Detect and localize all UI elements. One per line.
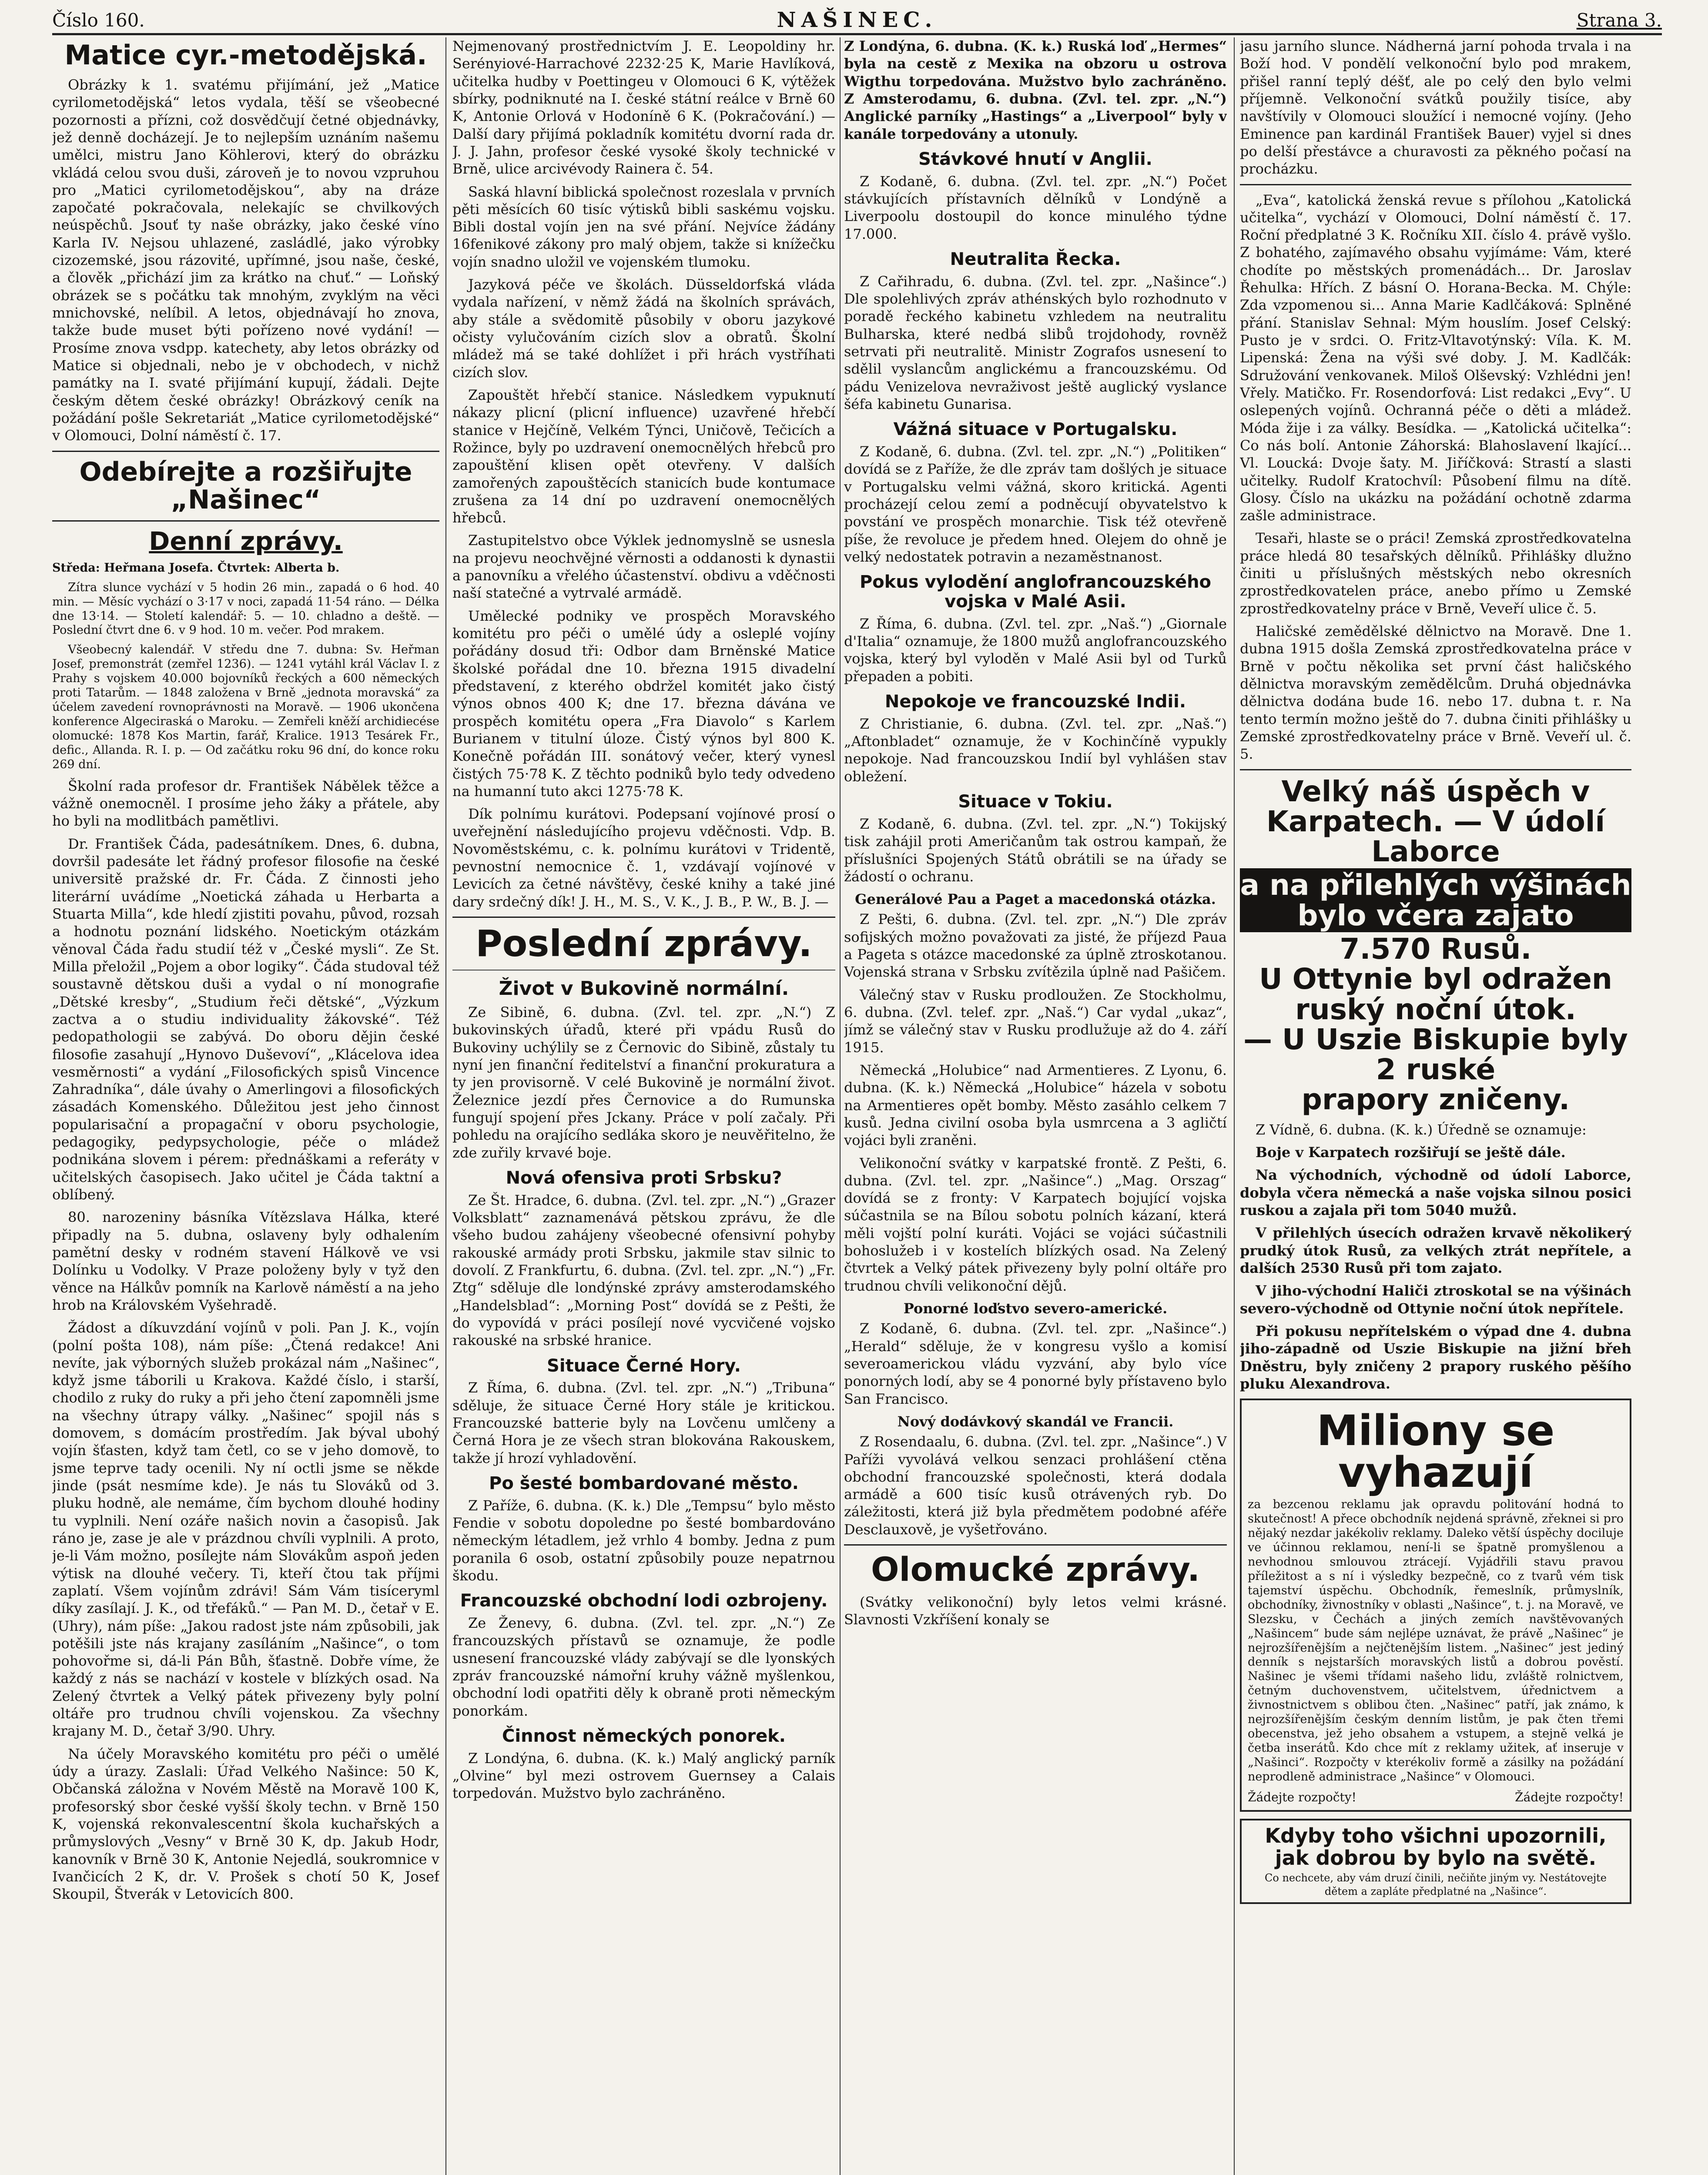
- column-3: [844, 37, 1227, 2175]
- ad-title: Miliony se vyhazují: [1316, 1406, 1555, 1497]
- article-holubice: Německá „Holubice“ nad Armentieres. Z Lyonu, 6. dubna. (K. k.) Německá „Holubice“ házela v sobotu na Armentieres opět bomby. Město zasáhlo celkem 7 kusů. Jedna civilní osoba byla usmrcena a 3 agličtí vojáci byli zraněni.: [844, 1061, 1227, 1149]
- column-4: [1240, 37, 1631, 2175]
- headline-karpaty: [1240, 776, 1631, 1115]
- article-velikonoce-cont: jasu jarního slunce. Nádherná jarní pohoda trvala i na Boží hod. V pondělí velkonoční bylo pod mrakem, přišel ranní teplý déšť, ale po celý den bylo velmi příjemně. Velkonoční svátků použily tisíce, aby navštívily v Olomouci sloužící i nemocné vojíny. (Jeho Eminence pan kardinál František Bauer) vyjel si dnes po delší přestávce a churavosti za pěkného počasí na procházku.: [1240, 38, 1631, 177]
- headline-line: 7.570 Rusů.: [1340, 932, 1532, 966]
- article-halicske: Haličské zemědělské dělnictvo na Moravě. Dne 1. dubna 1915 došla Zemská zprostředkovatelna práce v Brně v počtu několika set první část haličského dělnictva moravským zemědělcům. Druhá objednávka dělnictva dodána bude 16. nebo 17. dubna t. r. Na tento termín možno ještě do 7. dubna činiti přihlášky u Zemské zprostředkovatelny práce v Brně. Veveří ul. č. 5.: [1240, 623, 1631, 763]
- report-line: Boje v Karpatech rozšiřují se ještě dále.: [1256, 1144, 1566, 1161]
- article-neutralita-recka: Z Cařihradu, 6. dubna. (Zvl. tel. zpr. „Našince“.) Dle spolehlivých zpráv athénských bylo rozhodnuto v poradě řeckého kabinetu vzhledem na neutralitu Bulharska, které nedbá slibů trojdohody, rovněž setrvati při neutralitě. Ministr Zografos usnesení to sdělil vyslancům anglickému a francouzskému. Od pádu Venizelova nevraživost ještě auglický vyslance šéfa kabinetu Gunarisa.: [844, 273, 1227, 412]
- article-indie: Z Christianie, 6. dubna. (Zvl. tel. zpr. „Naš.“) „Aftonbladet“ oznamuje, že v Kochinčíně vypukly nepokoje. Nad francouzskou Indií byl vyhlášen stav obležení.: [844, 715, 1227, 785]
- article-tesari: Tesaři, hlaste se o práci! Zemská zprostředkovatelna práce hledá 80 tesařských dělníků. Přihlášky dlužno činiti u příslušných městských nebo okresních zprostředkovatelen práce, anebo přímo u Zemské zprostředkovatelny práce v Brně, Veveří ulice č. 5.: [1240, 530, 1631, 617]
- column-1: [52, 37, 439, 2175]
- article-dodavkovy-skandal: Z Rosendaalu, 6. dubna. (Zvl. tel. zpr. „Našince“.) V Paříži vyvolává velkou senzaci prohlášení ctěna obchodní francouzské společnosti, která dodala armádě a 600 tisíc kusů otrávených ryb. Do záležitosti, která již byla předmětem podobné aféře Desclauxově, je vyšetřováno.: [844, 1433, 1227, 1538]
- article-matice: Obrázky k 1. svatému přijímání, jež „Matice cyrilometodějská“ letos vydala, těší se všeobecné pozornosti a přízni, což dosvědčují četné objednávky, jež denně docházejí. Je to nejlepším uznáním našemu umělci, mistru Jano Köhlerovi, který do obrázku vkládá celou svou duši, zároveň je to novou vzpruhou pro „Matici cyrilometodějskou“, aby na dráze započaté pokračovala, nelekajíc se chvilkových neúspěchů. Jsouť ty naše obrázky, jako české víno Karla IV. Nejsou uhlazené, zasládlé, jako výrobky cizozemské, jsou rázovité, upřímné, jsou naše, české, a člověk „přichází jim za krátko na chuť.“ — Loňský obrázek se s počátku tak mnohým, zvyklým na věci mnichovské, nelíbil. A letos, objednávají ho znova, takže bude muset býti pořízeno nové vydání! — Prosíme znova vsdpp. katechety, aby letos obrázky od Matice si objednali, nebo je v obchodech, v nichž památky na I. svaté přijímání kupují, žádali. Dejte českým dětem české obrázky! Obrázkový ceník na požádání pošle Sekretariát „Matice cyrilometodějské“ v Olomouci, Dolní náměstí č. 17.: [52, 76, 439, 444]
- divider: [844, 1544, 1227, 1546]
- divider: [1240, 184, 1631, 185]
- heading-pau-paget: Generálové Pau a Paget a macedonská otázka.: [855, 891, 1216, 908]
- heading-ponorne-lodstvo: Ponorné loďstvo severo-americké.: [903, 1300, 1168, 1317]
- divider: [52, 520, 439, 522]
- ad2-note: Co nechcete, aby vám druzí činili, nečiňte jiným vy. Nestátovejte dětem a zapláte předplatné na „Našince“.: [1265, 1872, 1607, 1897]
- heading-posledni-zpravy: Poslední zprávy.: [476, 922, 812, 965]
- headline-line: prapory zničeny.: [1301, 1083, 1570, 1117]
- report-line: Při pokusu nepřítelském o výpad dne 4. dubna jiho-západně od Uszie Biskupie na jižní břeh Dněstru, byly zničeny 2 prapory ruského pěšího pluku Alexandrova.: [1240, 1322, 1631, 1392]
- heading-odebirejte: Odebírejte a rozšiřujte „Našinec“: [79, 456, 412, 515]
- article-velikonocni: Velikonoční svátky v karpatské frontě. Z Pešti, 6. dubna. (Zvl. tel. zpr. „Našince“.) „Mag. Orszag“ dovídá se z fronty: V Karpatech bojující vojska súčastnila se na Bílou sobotu polních kázaní, která měli vojští polní kuráti. Vojáci se vojáci súčastnili bohoslužeb i v kostelích blízkých osad. Na Zelený čtvrtek a Velký pátek přivezeny byly polní oltáře pro trudnou chvíli velikonoční dějů.: [844, 1154, 1227, 1294]
- ad-signatures: [1248, 1790, 1624, 1805]
- article-zadost: Žádost a díkuvzdání vojínů v poli. Pan J. K., vojín (polní pošta 108), nám píše: „Čtená redakce! Ani nevíte, jak výborných služeb prokázal nám „Našinec“, když jsme táborili u Krakova. Každé číslo, i starší, chodilo z ruky do ruky a při jeho čtení zapomněli jsme na všechny útrapy války. „Našinec“ spojil nás s domovem, s domácím prostředím. Jak býval ubohý vojín šťasten, když tam četl, co se v jeho domově, to jsme teprve tady ocenili. Ny ní octli jsme se někde jinde (psát nesmíme kde). Je nás tu Slováků od 3. pluku hodně, ale nemáme, čím bychom dlouhé hodiny tu vyplnili. Není ozáře našich novin a časopisů. Jak ráno je, zase je ale v prázdnou chvíli vyplnili. A proto, je-li Vám možno, posílejte nám Slovákům aspoň jeden výtisk na dlouhé večery. Ti, kteří čtou tak příjmi zaplatí. Všem vojínům zdrávi! Sám Vám tisíceryml díky zasílají. J. K., od třefáků.“ — Pan M. D., četař v E. (Uhry), nám píše: „Jakou radost jste nám způsobili, jak potěšili jste nás krajany zasíláním „Našince“, o tom pohovořme si, dá-li Pán Bůh, šťastně. Dobře víme, že každý z nás se nachází v kostele v blízkých osad. Na Zelený čtvrtek a Velký pátek přivezeny byly polní oltáře pro trudnou chvíli vojenskou. Za všechny krajany M. D., četař 3/90. Uhry.: [52, 1319, 439, 1740]
- article-valecny-stav: Válečný stav v Rusku prodloužen. Ze Stockholmu, 6. dubna. (Zvl. telef. zpr. „Naš.“) Car vydal „ukaz“, jímž se válečný stav v Rusku prodlužuje až do 4. září 1915.: [844, 986, 1227, 1056]
- report-line: V přilehlých úsecích odražen krvavě několikerý prudký útok Rusů, za velkých ztrát nepřítele, a dalších 2530 Rusů při tom zajato.: [1240, 1225, 1631, 1276]
- heading-bombardovane: Po šesté bombardované město.: [489, 1473, 799, 1493]
- column-2: [452, 37, 835, 2175]
- divider: [52, 451, 439, 452]
- heading-dodavkovy-skandal: Nový dodávkový skandál ve Francii.: [897, 1413, 1174, 1430]
- heading-neutralita-recka: Neutralita Řecka.: [950, 249, 1121, 269]
- article-hrebci: Zapouštět hřebčí stanice. Následkem vypuknutí nákazy plicní (plicní influence) uzavřené hřebčí stanice v Hejčíně, Velkém Týnci, Uničově, Tečicích a Rožince, byly po uzdravení onemocnělých hřebců pro zapouštění klisen opět otevřeny. V dalších zamořených zapouštěcích stanicích bude kontumace zrušena za 14 dní po uzdravení onemocnělých hřebců.: [452, 386, 835, 526]
- heading-indie: Nepokoje ve francouzské Indii.: [884, 692, 1186, 712]
- article-bukovina: Ze Sibině, 6. dubna. (Zvl. tel. zpr. „N.“) Z bukovinských úřadů, které při vpádu Rusů do Bukoviny uchýlily se z Černovic do Sibině, zůstaly tu nyní jen finanční ředitelství a finanční prokuratura a ty jen provisorně. V celé Bukovině je normální život. Železnice jezdí přes Černovice a do Rumunska fungují spojení přes Jckany. Práce v polí začaly. Při pohledu na orajícího sedláka skoro je neuvěřitelno, že zde zuřily krvavé boje.: [452, 1004, 835, 1161]
- headline-line: — U Uszie Biskupie byly 2 ruské: [1243, 1022, 1628, 1087]
- article-torpedovani: Z Londýna, 6. dubna. (K. k.) Ruská loď „Hermes“ byla na cestě z Mexika na obzoru u ostrova Wigthu torpedována. Mužstvo bylo zachráněno. Z Amsterodamu, 6. dubna. (Zvl. tel. zpr. „N.“) Anglické parníky „Hastings“ a „Liverpool“ byly v kanále torpedovány a utonuly.: [844, 38, 1227, 142]
- article-ofensiva: Ze Št. Hradce, 6. dubna. (Zvl. tel. zpr. „N.“) „Grazer Volksblatt“ zaznamenává pětskou zprávu, že dle všeho budou zahájeny všeobecné ofensivní pohyby rakouské armády proti Srbsku, jakmile stav silnic to dovolí. Z Frankfurtu, 6. dubna. (Zvl. tel. zpr. „N.“) „Fr. Ztg“ sděluje dle londýnské zprávy amsterodamského „Handelsblad“: „Morning Post“ dovídá se z Pešti, že do vypovídá v práci posílejí nové vycvičené vojsko rakouské na srbské hranice.: [452, 1191, 835, 1349]
- article-jazykova: Jazyková péče ve školách. Düsseldorfská vláda vydala nařízení, v němž žádá na školních správách, aby stále a svědomitě působily v oboru jazykové očisty vylučováním cizích slov a obratů. Školní mládež má se také dohlížet i při hrách vystříhati cizích slov.: [452, 276, 835, 381]
- advertisement-miliony: [1240, 1399, 1631, 1812]
- column-divider: [840, 37, 841, 2175]
- article-olomucke: (Svátky velikonoční) byly letos velmi krásné. Slavnosti Vzkříšení konaly se: [844, 1594, 1227, 1628]
- page-number: Strana 3.: [1576, 10, 1662, 31]
- divider: [1240, 769, 1631, 770]
- column-divider: [1234, 37, 1235, 2175]
- article-halek: 80. narozeniny básníka Vítězslava Hálka, které připadly na 5. dubna, oslaveny byly odhalením pamětní desky v rodném stavení Hálkově ve vsi Dolínku u Vodolky. V Praze položeny byly v tyž den věnce na Hálkův pomník na Karlově náměstí a na jeho hrob na Královském Vyšehradě.: [52, 1209, 439, 1313]
- article-pau-paget: Z Pešti, 6. dubna. (Zvl. tel. zpr. „N.“) Dle zpráv sofijských možno považovati za jisté, že příjezd Paua a Pageta s otázce macedonské za úplně ztroskotanou. Vojenská strana v Srbsku zvítězila úplně nad Pašičem.: [844, 911, 1227, 980]
- calendar-sun: Zítra slunce vychází v 5 hodin 26 min., zapadá o 6 hod. 40 min. — Měsíc vychází o 3·17 v noci, zapadá 11·54 ráno. — Délka dne 13·14. — Století kalendář: 5. — 10. chladno a deště. — Poslední čtvrt dne 6. v 9 hod. 10 m. večer. Pod mrakem.: [52, 580, 439, 637]
- article-ponorky: Z Londýna, 6. dubna. (K. k.) Malý anglický parník „Olvine“ byl mezi ostrovem Guernsey a Calais torpedován. Mužstvo bylo zachráněno.: [452, 1750, 835, 1802]
- report-line: Na východních, východně od údolí Laborce, dobyla včera německá a naše vojska silnou posici ruskou a zajala při tom 5040 mužů.: [1240, 1167, 1631, 1219]
- headline-line: Velký náš úspěch v Karpatech. — V údolí Laborce: [1266, 774, 1605, 869]
- heading-obchodni-lodi: Francouzské obchodní lodi ozbrojeny.: [460, 1591, 828, 1611]
- article-ucely: Na účely Moravského komitétu pro péči o umělé údy a úrazy. Zaslali: Úřad Velkého Našince: 50 K, Občanská záložna v Novém Městě na Moravě 100 K, profesorský sbor české vyšší školy techn. v Brně 150 K, vojenská rekonvalescentní škola kuchařských a průmyslových „Vesny“ v Brně 30 K, dp. Jakub Hodr, kanovník v Brně 30 K, Antonie Nejedlá, soukromnice v Ivančicích 2 K, dr. V. Prošek s chotí 50 K, Josef Skoupil, Štverák v Letovicích 800.: [52, 1745, 439, 1903]
- issue-number: Číslo 160.: [52, 10, 145, 31]
- article-tokio: Z Kodaně, 6. dubna. (Zvl. tel. zpr. „N.“) Tokijský tisk zahájil proti Američanům tak ostrou kampaň, že příslušníci Spojených Států obrátili se na úřady se žádostí o ochranu.: [844, 815, 1227, 885]
- divider: [452, 917, 835, 918]
- article-bombardovane: Z Paříže, 6. dubna. (K. k.) Dle „Tempsu“ bylo město Fendie v sobotu dopoledne po šesté bombardováno německým létadlem, jež vrhlo 4 bomby. Jedna z pum poranila 6 osob, ostatní způsobily pouze nepatrnou škodu.: [452, 1497, 835, 1584]
- article-ponorne-lodstvo: Z Kodaně, 6. dubna. (Zvl. tel. zpr. „Našince“.) „Herald“ sděluje, že v kongresu vyšlo a komisí severoamerickou vládu vyzvání, aby bylo více ponorných lodí, aby se 4 ponorné byly přístaveno bylo San Francisco.: [844, 1320, 1227, 1407]
- ad-text: za bezcenou reklamu jak opravdu politování hodná to skutečnost! A přece obchodník nejdená správně, zřeknei si pro nějaký nezdar jakékoliv reklamy. Daleko větší úspěchy dociluje ve účinnou reklamou, není-li se špatně promyšlenou a nevhodnou smlouvou ztrácejí. Vyjádřili stavu pravou příležitost a s ní i výsledky bezpečně, co z tvarů vém tisk tajemství úspěchu. Obchodník, řemeslník, průmyslník, obchodníky, živnostníky v oblasti „Našince“, t. j. na Moravě, ve Slezsku, v Čechách a jiných zemích navštěvovaných „Našincem“ bude sám nejlépe uznávat, že právě „Našinec“ je nejrozšířenějším a nejčtenějším listem. „Našinec“ jest jediný denník s nejstarších moravských listů a dobrou pověstí. Našinec je všemi třídami našeho lidu, zvláště rolnictvem, četným duchovenstvem, učitelstvem, úřednictvem a živnostnictvem s oblibou čten. „Našinec“ patří, jak známo, k nejrozšířenějším českým denním listům, je pak čten třemi obecenstva, jež jeho obsahem a vstupem, a stejně velká je četba inserátů. Kdo chce mít z reklamy užitek, ať inseruje v „Našinci“. Rozpočty v kterékoliv formě a zásilky na požádání neprodleně administrace „Našince“ v Olomouci.: [1248, 1498, 1624, 1784]
- heading-ponorky: Činnost německých ponorek.: [502, 1726, 786, 1746]
- article-cerna-hora: Z Říma, 6. dubna. (Zvl. tel. zpr. „N.“) „Tribuna“ sděluje, že situace Černé Hory stále je kritickou. Francouzské batterie byly na Lovčenu umlčeny a Černá Hora je ze všech stran blokována Rakouskem, takže jí hrozí vyhladovění.: [452, 1379, 835, 1466]
- column-divider: [445, 37, 446, 2175]
- article-vieden: Z Vídně, 6. dubna. (K. k.) Úředně se oznamuje:: [1256, 1121, 1587, 1138]
- advertisement-kdyby: [1240, 1819, 1631, 1904]
- article-obchodni-lodi: Ze Ženevy, 6. dubna. (Zvl. tel. zpr. „N.“) Ze francouzských přístavů se oznamuje, že podle usnesení francouzské vlády zabývají se dle lyonských zpráv francouzské námořní kruhy vážně myšlenkou, obchodní lodi opatřiti děly k obraně proti německým ponorkám.: [452, 1615, 835, 1719]
- article-cada: Dr. František Čáda, padesátníkem. Dnes, 6. dubna, dovršil padesáte let řádný profesor filosofie na české universitě pražské dr. Fr. Čáda. Z činnosti jeho literární uvádíme „Noetická záhada u Herbarta a Stuarta Milla“, kde hledí zjistiti povahu, původ, rozsah a hodnotu poznání lidského. Noetickým otázkám věnoval Čáda řadu studií též v „České mysli“. Ze St. Milla přeložil „Pojem a obor logiky“. Čáda studoval též soustavně dětskou duši a vydal o ní monografie „Dětské kresby“, „Studium řeči dětské“, „Výzkum zactva a o studiu individuality žákovské“. Též pedopathologii se zabývá. Do oboru dějin české filosofie zasahují „Hynovo Duševoví“, „Klácelova idea vesměrnosti“ a vydání „Filosofických spisů Vincence Zahradníka“, dále úvahy o Amerlingovi a filosofických zásadách Komenského. Důležitou jest jeho činnost popularisační a propagační v oboru psychologie, pedagogiky, pedypsychologie, péče o mládež podnikána slovem i pérem: přednáškami a referáty v učitelských časopisech. Jako učitel je Čáda taktní a oblíbený.: [52, 835, 439, 1203]
- ad-sig-right: Žádejte rozpočty!: [1515, 1790, 1624, 1804]
- article-stavkove-hnuti: Z Kodaně, 6. dubna. (Zvl. tel. zpr. „N.“) Počet stávkujících přístavních dělníků v Londýně a Liverpoolu dostoupil do konce minulého týdne 17.000.: [844, 173, 1227, 242]
- article-nabelek: Školní rada profesor dr. František Nábělek těžce a vážně onemocněl. I prosíme jeho žáky a přátele, aby ho byli na modlitbách pamětlivi.: [52, 777, 439, 830]
- heading-portugalsko: Vážná situace v Portugalsku.: [893, 419, 1178, 440]
- article-umelecke: Umělecké podniky ve prospěch Moravského komitétu pro péči o umělé údy a osleplé vojíny pořádány dosud tři: Odbor dam Brněnské Matice školské pořádal dne 10. března 1915 divadelní představení, z kterého obdržel komitét jako čistý výnos obnos 400 K; dne 17. března dávána ve prospěch komitétu opera „Fra Diavolo“ s Karlem Burianem v titulní úloze. Čistý výnos byl 800 K. Konečně pořádán III. sonátový večer, který vynesl čistých 75·78 K. Z těchto podniků bylo tedy odvedeno na humanní tuto akci 1275·78 K.: [452, 607, 835, 800]
- article-donations-cont: Nejmenovaný prostřednictvím J. E. Leopoldiny hr. Serényiové-Harrachové 2232·25 K, Marie Havlíková, učitelka hudby v Poettingeu v Olomouci 6 K, výtěžek sbírky, podniknuté na I. české státní reálce v Brně 60 K, Antonie Orlová v Hodoníně 6 K. (Pokračování.) — Další dary přijímá pokladník komitétu dvorní rada dr. J. J. Jahn, profesor české vysoké školy technické v Brně, ulice arcivévody Rainera č. 54.: [452, 38, 835, 177]
- article-saska: Saská hlavní biblická společnost rozeslala v prvních pěti měsících 60 tisíc výtisků bibli saskému vojsku. Bibli dostal vojín jen na své přání. Nejvíce žádány 16fenikové zákony pro malý objem, takže si knížečku vojín snadno uložil ve vojenském tlumoku.: [452, 183, 835, 270]
- masthead: [52, 6, 1662, 35]
- heading-cerna-hora: Situace Černé Hory.: [547, 1355, 741, 1376]
- heading-denni-zpravy: Denní zprávy.: [149, 526, 343, 556]
- newspaper-title: NAŠINEC.: [777, 8, 938, 32]
- ad2-title: Kdyby toho všichni upozornili, jak dobrou by bylo na světě.: [1265, 1824, 1607, 1870]
- heading-matice: Matice cyr.-metodějská.: [64, 39, 427, 71]
- heading-olomucke-zpravy: Olomucké zprávy.: [871, 1550, 1200, 1589]
- calendar-general: Všeobecný kalendář. V středu dne 7. dubna: Sv. Heřman Josef, premonstrát (zemřel 1236). — 1241 vytáhl král Václav I. z Prahy s vojskem 40.000 bojovníků řeckých a 600 německých proti Tatarům. — 1848 založena v Brně „jednota moravská“ za účelem zavedení rovnoprávnosti na Moravě. — 1906 ukončena konference Algeciraská o Maroku. — Zemřeli kněží archidiecése olomucké: 1878 Kos Martin, farář, Kralice. 1913 Tesárek Fr., defic., Allanda. R. I. p. — Od začátku roku 96 dní, do konce roku 269 dní.: [52, 643, 439, 771]
- headline-line: U Ottynie byl odražen ruský noční útok.: [1259, 962, 1612, 1026]
- article-mala-asie: Z Říma, 6. dubna. (Zvl. tel. zpr. „Naš.“) „Giornale d'Italia“ oznamuje, že 1800 mužů anglofrancouzského vojska, který byl vyloděn v Malé Asii byl od Turků přepaden a pobiti.: [844, 615, 1227, 685]
- headline-line: a na přilehlých výšinách bylo včera zajato: [1240, 868, 1631, 932]
- heading-tokio: Situace v Tokiu.: [958, 792, 1113, 812]
- article-eva: „Eva“, katolická ženská revue s přílohou „Katolická učitelka“, vychází v Olomouci, Dolní náměstí č. 17. Roční předplatné 3 K. Ročníku XII. číslo 4. právě vyšlo. Z bohatého, zajímavého obsahu vyjímáme: Vám, které chodíte po městských promenádách... Dr. Jaroslav Řehulka: Hřích. Z básní O. Horana-Becka. M. Chýle: Zda vzpomenou si... Anna Marie Kadlčáková: Splněné přání. Stanislav Sehnal: Mým houslím. Josef Celský: Pusto je v srdci. O. Fritz-Vltavotýnský: Víla. K. M. Lipenská: Žena na výši své doby. J. M. Kadlčák: Sdružování venkovanek. Miloš Olševský: Vzhlédni jen! Vřely. Matičko. Fr. Rosendorfová: List redakci „Evy“. U oslepených vojínů. Ochranná péče o děti a mládež. Móda žije i za války. Besídka. — „Katolická učitelka“: Co nás bolí. Antonie Záhorská: Blahoslavení lkající... Vl. Loucká: Dvoje šaty. M. Jiříčková: Strastí a slasti učitelky. Rudolf Kratochvíl: Působení filmu na dítě. Glosy. Číslo na ukázku na požádání ochotně zdarma zašle administrace.: [1240, 191, 1631, 524]
- heading-ofensiva: Nová ofensiva proti Srbsku?: [506, 1168, 782, 1188]
- heading-mala-asie: Pokus vylodění anglofrancouzského vojska v Malé Asii.: [859, 572, 1212, 612]
- ad-sig-left: Žádejte rozpočty!: [1248, 1790, 1356, 1804]
- article-portugalsko: Z Kodaně, 6. dubna. (Zvl. tel. zpr. „N.“) „Politiken“ dovídá se z Paříže, že dle zpráv tam došlých je situace v Portugalsku velmi vážná, skoro kritická. Agenti procházejí celou zemí a podněcují obyvatelstvo k povstání ve prospěch monarchie. Tisk též otevřeně píše, že revoluce je předem hned. Olejem do ohně je velký nedostatek potravin a nezaměstnanost.: [844, 443, 1227, 565]
- article-vyklek: Zastupitelstvo obce Výklek jednomyslně se usnesla na projevu neochvějné věrnosti a oddanosti k dynastii a panovníku a vřelého účastenství. obdivu a vděčnosti naší statečné a vytrvalé armádě.: [452, 532, 835, 602]
- heading-bukovina: Život v Bukovině normální.: [499, 977, 789, 1000]
- report-line: V jiho-východní Haliči ztroskotal se na výšinách severo-východně od Ottynie noční útok nepřítele.: [1240, 1282, 1631, 1317]
- calendar-days: Středa: Heřmana Josefa. Čtvrtek: Alberta b.: [52, 561, 340, 575]
- article-diky: Dík polnímu kurátovi. Podepsaní vojínové prosí o uveřejnění následujícího projevu vděčnosti. Vdp. B. Novoměstskému, c. k. polnímu kurátovi v Tridentě, pevnostní nemocnice č. 1, vzdávají vojínové v Levicích za četné návštěvy, české knihy a také jiné dary srdečný dík! J. H., M. S., V. K., J. B., P. W., B. J. —: [452, 806, 835, 910]
- heading-stavkove-hnuti: Stávkové hnutí v Anglii.: [918, 149, 1152, 169]
